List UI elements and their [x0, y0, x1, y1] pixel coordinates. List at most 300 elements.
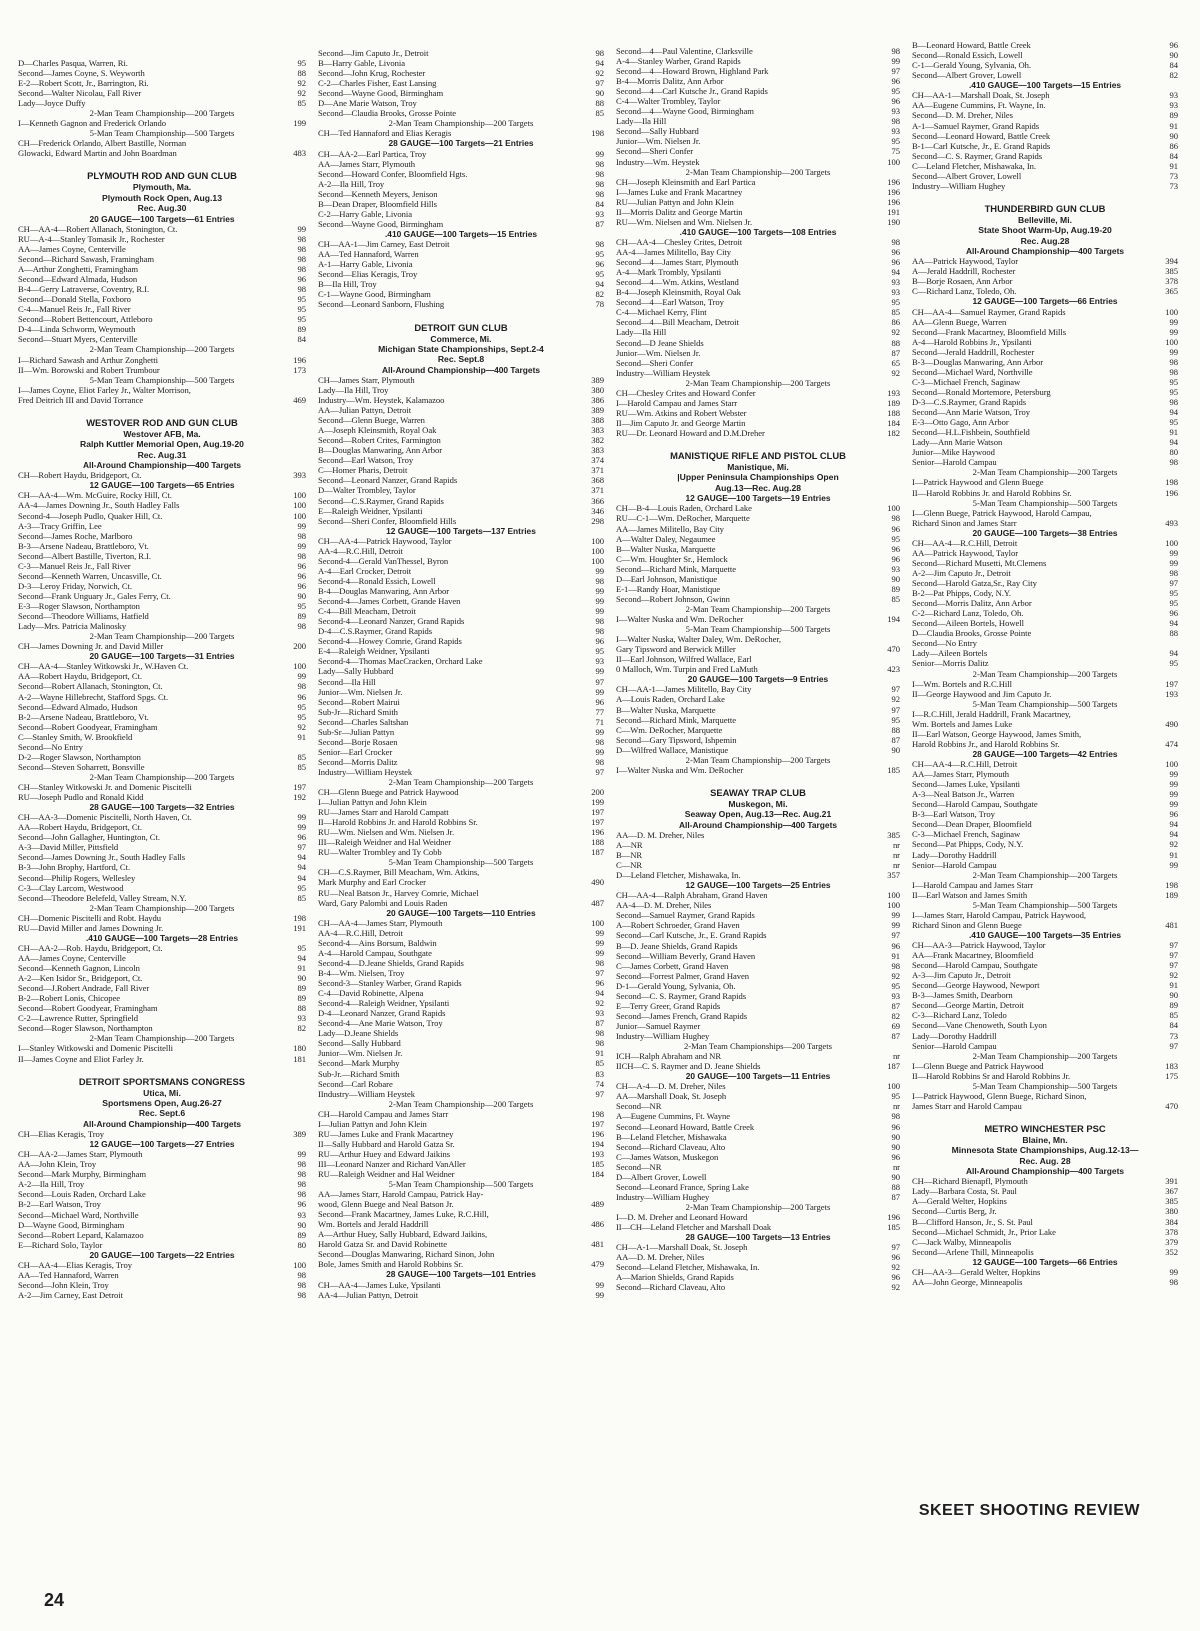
- result-score: 93: [891, 563, 900, 574]
- result-name: B—Dean Draper, Bloomfield Hills: [318, 198, 437, 209]
- result-name: CH—AA-4—Ralph Abraham, Grand Haven: [616, 890, 768, 901]
- result-score: 94: [297, 852, 306, 863]
- result-score: 94: [1169, 829, 1178, 840]
- result-score: 92: [891, 1282, 900, 1293]
- result-score: 99: [297, 671, 306, 682]
- result-name: Second—Albert Grover, Lowell: [912, 170, 1022, 181]
- result-name: A—Louis Raden, Orchard Lake: [616, 694, 725, 705]
- club-heading: WESTOVER ROD AND GUN CLUB: [86, 416, 238, 428]
- result-score: 94: [297, 872, 306, 883]
- result-name: AA—Robert Haydu, Bridgeport, Ct.: [18, 671, 142, 682]
- result-line: [18, 762, 306, 772]
- result-name: Second-4—Ronald Essich, Lowell: [318, 576, 436, 587]
- result-line: [18, 983, 306, 993]
- result-line: [616, 237, 900, 247]
- result-name: Lady—Ann Marie Watson: [912, 437, 1003, 448]
- result-line: [912, 658, 1178, 668]
- result-line: [912, 1071, 1178, 1081]
- team-event-heading: 2-Man Team Championship—200 Targets: [89, 344, 235, 355]
- result-score: 198: [293, 912, 306, 923]
- result-score: 298: [591, 515, 604, 526]
- result-name: B-2—Robert Lonis, Chicopee: [18, 993, 121, 1004]
- result-line: [912, 457, 1178, 467]
- result-line: [912, 789, 1178, 799]
- result-name: Second—Donald Stella, Foxboro: [18, 294, 131, 305]
- result-score: 99: [891, 56, 900, 67]
- result-name: Second—Robert Goodyear, Framingham: [18, 721, 158, 732]
- result-name: D—Wilfred Wallace, Manistique: [616, 744, 729, 755]
- event-subheading: State Shoot Warm-Up, Aug.19-20: [978, 225, 1112, 236]
- result-line: [912, 1237, 1178, 1247]
- result-line: [318, 1018, 604, 1028]
- result-score: 95: [297, 882, 306, 893]
- result-score: 96: [891, 543, 900, 554]
- result-name: Second—D Jeane Shields: [616, 337, 704, 348]
- result-name: Industry—William Hughey: [912, 180, 1006, 191]
- result-name: CH—C.S.Raymer, Bill Meacham, Wm. Atkins,: [318, 867, 480, 878]
- result-name: Second—H.L.Fishbein, Southfield: [912, 427, 1030, 438]
- result-line: [18, 244, 306, 254]
- result-score: 95: [297, 314, 306, 325]
- result-line: [318, 68, 604, 78]
- result-name: Second—Ronald Essich, Lowell: [912, 50, 1023, 61]
- result-score: 380: [591, 385, 604, 395]
- result-line: [912, 920, 1178, 930]
- result-score: 99: [297, 822, 306, 833]
- result-line: [616, 267, 900, 277]
- result-line: [18, 601, 306, 611]
- result-name: Second—C. S. Raymer, Grand Rapids: [616, 990, 747, 1001]
- result-score: 91: [297, 963, 306, 974]
- result-score: 99: [1169, 789, 1178, 800]
- result-name: B—D. Jeane Shields, Grand Rapids: [616, 940, 738, 951]
- result-score: 99: [595, 566, 604, 576]
- result-name: Second—Leonard Howard, Battle Creek: [912, 130, 1051, 141]
- result-score: 96: [297, 274, 306, 285]
- result-name: Second—No Entry: [18, 741, 83, 752]
- result-score: 89: [891, 583, 900, 594]
- result-line: [616, 1001, 900, 1011]
- result-name: CH—Frederick Orlando, Albert Bastille, Norman: [18, 138, 187, 149]
- result-score: [290, 385, 306, 395]
- gauge-heading: All-Around Championship—400 Targets: [82, 459, 242, 470]
- result-line: [912, 151, 1178, 161]
- result-score: 483: [293, 148, 306, 159]
- result-name: Lady—Mrs. Patricia Malinosky: [18, 621, 127, 632]
- result-score: 92: [891, 1262, 900, 1273]
- result-line: [912, 729, 1178, 739]
- result-score: 185: [591, 1158, 604, 1169]
- result-line: [18, 1023, 306, 1033]
- result-score: nr: [892, 839, 900, 850]
- result-line: [912, 488, 1178, 498]
- result-name: I—Glenn Buege, Patrick Haywood, Harold Campau,: [912, 507, 1092, 518]
- result-name: Second—Robert Allanach, Stonington, Ct.: [18, 681, 163, 692]
- result-line: [318, 395, 604, 405]
- result-line: [912, 447, 1178, 457]
- result-line: [18, 1270, 306, 1280]
- result-score: 98: [891, 513, 900, 524]
- result-line: [616, 297, 900, 307]
- result-score: 75: [891, 146, 900, 157]
- result-line: [616, 327, 900, 337]
- result-name: Second—Robert Lepard, Kalamazoo: [18, 1229, 144, 1240]
- result-name: E-4—Raleigh Weidner, Ypsilanti: [318, 646, 430, 657]
- result-name: Junior—Wm. Nielsen Jr.: [616, 347, 701, 358]
- result-score: 95: [891, 980, 900, 991]
- result-line: [912, 427, 1178, 437]
- result-score: [290, 742, 306, 752]
- result-name: Second—4—Earl Watson, Troy: [616, 297, 724, 308]
- result-line: [318, 747, 604, 757]
- result-name: Glowacki, Edward Martin and John Boardman: [18, 148, 177, 159]
- result-line: [318, 847, 604, 857]
- team-event-heading: 2-Man Team Championship—200 Targets: [89, 902, 235, 913]
- result-score: 89: [297, 1229, 306, 1240]
- team-event-heading: 2-Man Team Championship—200 Targets: [388, 118, 534, 129]
- result-name: CH—AA-4—Stanley Witkowski Jr., W.Haven Ct.: [18, 661, 189, 672]
- result-name: Second—Roger Slawson, Northampton: [18, 1023, 153, 1034]
- result-line: [318, 1028, 604, 1038]
- result-score: 99: [595, 1289, 604, 1300]
- result-name: E-2—Robert Scott, Jr., Barrington, Ri.: [18, 78, 149, 89]
- result-name: CH—AA-4—James Luke, Ypsilanti: [318, 1279, 441, 1290]
- result-score: 89: [297, 993, 306, 1004]
- result-line: [912, 689, 1178, 699]
- result-score: 94: [595, 279, 604, 290]
- result-line: [318, 496, 604, 506]
- result-line: [616, 418, 900, 428]
- result-line: [18, 1290, 306, 1300]
- result-line: [318, 445, 604, 455]
- result-name: B-4—Morris Dalitz, Ann Arbor: [616, 76, 724, 87]
- result-line: [912, 1217, 1178, 1227]
- result-line: [616, 1132, 900, 1142]
- result-line: [912, 417, 1178, 427]
- result-name: Sub-Jr—Richard Smith: [318, 706, 398, 717]
- result-name: Sub-Sr—Julian Pattyn: [318, 726, 395, 737]
- result-name: C-2—Harry Gable, Livonia: [318, 208, 413, 219]
- result-line: [616, 735, 900, 745]
- result-name: B—Clifford Hanson, Jr., S. St. Paul: [912, 1216, 1033, 1227]
- result-line: [318, 918, 604, 928]
- result-line: [616, 146, 900, 156]
- result-name: CH—AA-4—Patrick Haywood, Taylor: [318, 535, 452, 546]
- result-name: B-3—James Smith, Dearborn: [912, 990, 1013, 1001]
- result-score: 197: [1165, 678, 1178, 689]
- result-line: [18, 521, 306, 531]
- result-line: [912, 1010, 1178, 1020]
- result-name: Lady—Joyce Duffy: [18, 98, 86, 109]
- result-name: A-4—Earl Crocker, Detroit: [318, 566, 412, 576]
- result-score: 94: [1169, 407, 1178, 418]
- result-line: [912, 839, 1178, 849]
- result-score: 423: [887, 664, 900, 675]
- result-score: 100: [591, 535, 604, 546]
- result-score: 96: [891, 247, 900, 258]
- result-name: Second—George Haywood, Newport: [912, 980, 1040, 991]
- result-name: B—Harry Gable, Livonia: [318, 58, 405, 69]
- result-line: [18, 671, 306, 681]
- result-name: Second—Mark Murphy, Birmingham: [18, 1169, 147, 1180]
- result-line: [18, 883, 306, 893]
- result-name: Second-4—D.Jeane Shields, Grand Rapids: [318, 957, 464, 968]
- team-event-heading: 2-Man Team Championship—200 Targets: [685, 166, 831, 177]
- result-line: [616, 338, 900, 348]
- result-score: 198: [1165, 477, 1178, 488]
- result-score: 100: [1165, 336, 1178, 347]
- result-score: 371: [591, 465, 604, 476]
- result-line: [616, 870, 900, 880]
- result-line: [912, 850, 1178, 860]
- event-subheading: Muskegon, Mi.: [728, 798, 788, 809]
- result-score: 85: [1169, 1010, 1178, 1021]
- result-line: [18, 1199, 306, 1209]
- result-line: [18, 304, 306, 314]
- result-name: B-3—Earl Watson, Troy: [912, 809, 995, 820]
- result-score: 96: [891, 1272, 900, 1283]
- team-event-heading: 2-Man Team Championship—200 Targets: [89, 631, 235, 642]
- result-score: 194: [887, 613, 900, 624]
- result-score: 191: [887, 206, 900, 217]
- result-name: Wm. Bortels and James Luke: [912, 718, 1013, 729]
- result-score: 94: [595, 58, 604, 69]
- result-name: D-2—Roger Slawson, Northampton: [18, 751, 141, 762]
- result-name: AA—James Coyne, Centerville: [18, 243, 126, 254]
- result-name: E—Raleigh Weidner, Ypsilanti: [318, 505, 423, 516]
- result-score: 93: [891, 106, 900, 117]
- result-name: Second—Edward Almado, Hudson: [18, 701, 138, 712]
- result-score: 374: [591, 455, 604, 466]
- result-score: 98: [297, 621, 306, 632]
- result-score: 96: [891, 96, 900, 107]
- result-score: 92: [1169, 839, 1178, 850]
- result-name: Second—Richard Claveau, Alto: [616, 1141, 726, 1152]
- result-line: [616, 513, 900, 523]
- result-score: 84: [595, 198, 604, 209]
- result-name: B-3—John Brophy, Hartford, Ct.: [18, 862, 131, 873]
- result-line: [912, 161, 1178, 171]
- result-line: [18, 1260, 306, 1270]
- result-line: [18, 274, 306, 284]
- result-score: 93: [297, 1013, 306, 1024]
- result-name: Second—John Klein, Troy: [18, 1279, 109, 1290]
- result-name: AA—Marshall Doak, St. Joseph: [616, 1091, 727, 1102]
- result-score: 73: [1169, 1030, 1178, 1041]
- team-event-heading: 5-Man Team Championship—500 Targets: [89, 128, 235, 139]
- result-score: 98: [595, 239, 604, 250]
- result-score: 481: [591, 1239, 604, 1250]
- result-name: Second—James Downing Jr., South Hadley Falls: [18, 852, 186, 863]
- result-score: 99: [891, 910, 900, 921]
- result-name: Junior—Samuel Raymer: [616, 1020, 701, 1031]
- result-name: Second—4—Howard Brown, Highland Park: [616, 66, 769, 77]
- result-line: [318, 1109, 604, 1119]
- result-name: Second—Stuart Myers, Centerville: [18, 334, 138, 345]
- result-line: [616, 1182, 900, 1192]
- club-heading: DETROIT SPORTSMANS CONGRESS: [78, 1075, 246, 1087]
- result-line: [18, 58, 306, 68]
- result-line: [912, 397, 1178, 407]
- result-line: [318, 1079, 604, 1089]
- result-line: [616, 830, 900, 840]
- result-line: [616, 217, 900, 227]
- result-score: 188: [591, 837, 604, 848]
- result-line: [18, 88, 306, 98]
- result-line: [616, 76, 900, 86]
- result-name: AA-4—James Downing Jr., South Hadley Falls: [18, 500, 180, 511]
- result-name: Second—Carl Robare: [318, 1078, 393, 1089]
- result-name: D—Charles Pasqua, Warren, Ri.: [18, 58, 128, 68]
- result-name: I—Kenneth Gagnon and Frederick Orlando: [18, 118, 166, 129]
- result-name: D—Albert Grover, Lowell: [616, 1171, 707, 1182]
- result-name: Second—Frank Macartney, James Luke, R.C.Hill,: [318, 1209, 489, 1220]
- result-name: Second—Samuel Raymer, Grand Rapids: [616, 910, 755, 921]
- result-name: Second—George Martin, Detroit: [912, 1000, 1024, 1011]
- gauge-heading: 20 GAUGE—100 Targets—31 Entries: [89, 651, 235, 662]
- result-score: 198: [1165, 879, 1178, 890]
- result-name: Second—Michael Ward, Northville: [18, 1209, 139, 1220]
- result-score: 98: [1169, 568, 1178, 579]
- result-name: CH—Stanley Witkowski Jr. and Domenic Piscitelli: [18, 781, 192, 792]
- result-name: A-3—Neal Batson Jr., Warren: [912, 789, 1015, 800]
- result-line: [912, 121, 1178, 131]
- result-line: [18, 1280, 306, 1290]
- result-line: [912, 171, 1178, 181]
- result-name: Lady—Ila Hill: [616, 116, 667, 127]
- result-name: A-1—Samuel Raymer, Grand Rapids: [912, 120, 1039, 131]
- result-line: [318, 596, 604, 606]
- result-line: [912, 588, 1178, 598]
- result-line: [616, 684, 900, 694]
- result-score: 385: [1165, 1196, 1178, 1207]
- result-line: [616, 524, 900, 534]
- result-name: AA—John George, Minneapolis: [912, 1276, 1023, 1287]
- result-name: A—Arthur Zonghetti, Framingham: [18, 264, 138, 275]
- result-line: [912, 477, 1178, 487]
- result-name: AA—Ted Hannaford, Warren: [18, 1269, 119, 1280]
- result-score: 100: [293, 500, 306, 511]
- result-line: [18, 1179, 306, 1189]
- result-name: C-3—Michael French, Saginaw: [912, 829, 1021, 840]
- result-score: 96: [891, 940, 900, 951]
- result-name: CH—Harold Campau and James Starr: [318, 1108, 449, 1119]
- result-score: 84: [1169, 1020, 1178, 1031]
- result-line: [912, 970, 1178, 980]
- team-event-heading: 5-Man Team Championship—500 Targets: [972, 899, 1118, 910]
- result-name: Second—Robert Goodyear, Framingham: [18, 1003, 158, 1014]
- result-name: CH—AA-2—James Starr, Plymouth: [18, 1149, 143, 1160]
- result-name: CH—James Downing Jr. and David Miller: [18, 641, 164, 652]
- result-line: [18, 963, 306, 973]
- result-name: I—James Starr, Harold Campau, Patrick Haywood,: [912, 909, 1086, 920]
- result-score: 100: [887, 156, 900, 167]
- result-line: [616, 197, 900, 207]
- result-line: [616, 1262, 900, 1272]
- result-name: C-1—Gerald Young, Sylvania, Oh.: [912, 60, 1031, 71]
- result-line: [616, 1061, 900, 1071]
- result-line: [318, 827, 604, 837]
- result-line: [616, 157, 900, 167]
- result-score: 88: [891, 337, 900, 348]
- result-name: Second—Sheri Confer: [616, 357, 694, 368]
- result-score: 95: [297, 711, 306, 722]
- gauge-heading: All-Around Championship—400 Targets: [82, 1118, 242, 1129]
- result-name: Second—4—Carl Kutsche Jr., Grand Rapids: [616, 86, 768, 97]
- result-line: [616, 1031, 900, 1041]
- result-line: [912, 131, 1178, 141]
- result-line: [318, 1008, 604, 1018]
- result-name: AA—Glenn Buege, Warren: [912, 316, 1007, 327]
- result-name: E-3—Roger Slawson, Northampton: [18, 600, 140, 611]
- team-event-heading: 2-Man Team Championship—200 Targets: [388, 1098, 534, 1109]
- result-line: [912, 367, 1178, 377]
- result-score: 91: [1169, 427, 1178, 438]
- result-line: [616, 705, 900, 715]
- result-name: CH—James Starr, Plymouth: [318, 374, 415, 385]
- result-name: Second—Claudia Brooks, Grosse Pointe: [318, 108, 457, 119]
- team-event-heading: 5-Man Team Championship—500 Targets: [972, 497, 1118, 508]
- result-name: B-3—Arsene Nadeau, Brattleboro, Vt.: [18, 540, 149, 551]
- result-score: 94: [1169, 819, 1178, 830]
- result-name: Second-4—Ains Borsum, Baldwin: [318, 937, 437, 948]
- result-score: 92: [891, 327, 900, 338]
- result-line: [912, 307, 1178, 317]
- result-name: RU—Neal Batson Jr., Harvey Comrie, Michael: [318, 887, 479, 898]
- result-line: [616, 694, 900, 704]
- result-score: 185: [887, 1221, 900, 1232]
- result-line: [912, 618, 1178, 628]
- result-name: Industry—William Heystek: [616, 367, 711, 378]
- result-score: 99: [595, 606, 604, 617]
- result-name: 0 Malloch, Wm. Turpin and Fred LaMuth: [616, 664, 758, 675]
- result-score: 95: [297, 294, 306, 305]
- result-line: [616, 1212, 900, 1222]
- result-name: III—Leonard Nanzer and Richard VanAller: [318, 1158, 466, 1169]
- result-score: 393: [293, 470, 306, 481]
- result-name: Second—Ann Marie Watson, Troy: [912, 407, 1031, 418]
- result-name: Second—Louis Raden, Orchard Lake: [18, 1189, 146, 1200]
- result-name: Second—C.S.Raymer, Grand Rapids: [318, 495, 444, 506]
- result-score: 99: [595, 1279, 604, 1290]
- result-line: [912, 628, 1178, 638]
- result-score: 77: [595, 706, 604, 717]
- result-name: A-1—Harry Gable, Livonia: [318, 259, 413, 270]
- result-score: 100: [1165, 759, 1178, 770]
- event-subheading: Minnesota State Championships, Aug.12-13—: [951, 1145, 1139, 1156]
- result-score: 98: [595, 616, 604, 627]
- result-line: [318, 666, 604, 676]
- result-name: I—D. M. Dreher and Leonard Howard: [616, 1211, 748, 1222]
- result-name: Second-4—Ane Marie Watson, Troy: [318, 1018, 443, 1029]
- result-score: 196: [887, 1211, 900, 1222]
- result-score: 98: [595, 576, 604, 587]
- result-name: Second—Frank Unguary Jr., Gales Ferry, Ct.: [18, 590, 171, 601]
- result-line: [912, 100, 1178, 110]
- result-score: 96: [297, 691, 306, 702]
- result-line: [318, 475, 604, 485]
- result-name: B-4—Gerry Latraverse, Coventry, R.I.: [18, 284, 150, 295]
- result-line: [318, 455, 604, 465]
- result-score: 96: [297, 560, 306, 571]
- result-score: 490: [1165, 718, 1178, 729]
- result-score: [884, 634, 900, 644]
- result-name: AA—Frank Macartney, Bloomfield: [912, 950, 1034, 961]
- result-line: [912, 759, 1178, 769]
- result-name: C-2—Charles Fisher, East Lansing: [318, 78, 437, 89]
- result-score: 96: [297, 832, 306, 843]
- result-score: 95: [297, 304, 306, 315]
